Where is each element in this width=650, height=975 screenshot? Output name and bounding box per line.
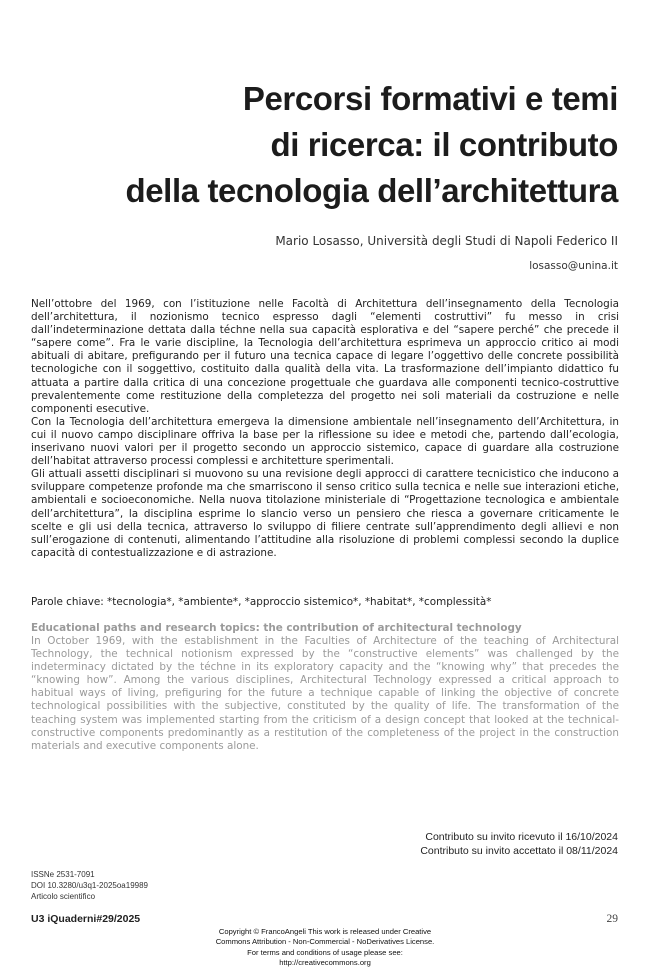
keywords: Parole chiave: *tecnologia*, *ambiente*, *approccio sistemico*, *habitat*, *complessità* [31,596,492,608]
received-date: Contributo su invito ricevuto il 16/10/2024 [425,831,618,843]
doi: DOI 10.3280/u3q1-2025oa19989 [31,881,148,890]
abstract-paragraph: Nell’ottobre del 1969, con l’istituzione nelle Facoltà di Architettura dell’insegnamento della Tecnologia dell’architettura, il nozionismo tecnico espresso dagli “elementi costruttivi” fu messo in crisi dall’indeterminazione dettata dalla téchne nella sua capacità esplorativa e del “sapere perché” che precede il “sapere come”. Fra le varie discipline, la Tecnologia dell’architettura esprimeva un approccio critico ai modi abituali di abitare, prefigurando per il futuro una tecnica capace di legare l’oggettivo delle concrete possibilità tecnologiche con il soggettivo, costituito dalla qualità della vita. La trasformazione dell’impianto didattico fu attuata a partire dalla critica di una concezione progettuale che guardava alle componenti tecnico-costruttive prevalentemente come restituzione della completezza del progetto nei soli materiali da costruzione e nelle componenti esecutive. [31,298,619,415]
abstract-paragraph: Gli attuali assetti disciplinari si muovono su una revisione degli approcci di carattere tecnicistico che inducono a sviluppare competenze profonde ma che smarriscono il senso critico sulla tecnica e nelle sue interazioni etiche, ambientali e socioeconomiche. Nella nuova titolazione ministeriale di “Progettazione tecnologica e ambientale dell’architettura”, la disciplina esprime lo slancio verso un pensiero che riesca a governare criticamente le scelte e gli usi della tecnica, attraverso lo sviluppo di filiere centrate sull’apprendimento degli allievi e non sull’erogazione di contenuti, alimentando l’attitudine alla risoluzione di problemi complessi secondo la duplice capacità di contestualizzazione e di astrazione. [31,468,619,559]
author-email: losasso@unina.it [529,260,618,272]
english-abstract [31,621,619,753]
english-title: Educational paths and research topics: the contribution of architectural technology [31,622,522,634]
issn: ISSNe 2531-7091 [31,870,95,879]
page-number: 29 [606,913,618,925]
submission-dates [420,830,618,858]
accepted-date: Contributo su invito accettato il 08/11/2024 [420,845,618,857]
journal-name: U3 iQuaderni#29/2025 [31,913,141,925]
title-line: Percorsi formativi e temi [242,80,618,117]
article-type: Articolo scientifico [31,892,96,901]
publication-meta [31,869,148,902]
copyright-line: Copyright © FrancoAngeli This work is released under Creative [218,927,432,936]
copyright-line: For terms and conditions of usage please see: [247,947,403,957]
english-abstract-text: In October 1969, with the establishment in the Faculties of Architecture of the teaching of Architectural Technology, the technical notionism expressed by the “constructive elements” was challenged by the indeterminacy dictated by the téchne in its exploratory capacity and the “knowing why” that precedes the “knowing how”. Among the various disciplines, Architectural Technology expressed a critical approach to habitual ways of living, prefiguring for the future a technique capable of linking the objective of concrete technological possibilities with the subjective, constituted by the quality of life. The transformation of the teaching system was implemented starting from the criticism of a design concept that looked at the technical-constructive components predominantly as a restitution of the completeness of the project in the construction materials and executive components alone. [31,635,619,752]
article-title [18,76,618,214]
title-line: della tecnologia dell’architettura [125,172,618,209]
author-affiliation: Mario Losasso, Università degli Studi di Napoli Federico II [275,234,618,248]
title-line: di ricerca: il contributo [270,126,618,163]
copyright-line: Commons Attribution - Non-Commercial - NoDerivatives License. [215,937,435,947]
italian-abstract [31,298,619,560]
copyright-link[interactable]: http://creativecommons.org [279,957,371,967]
abstract-paragraph: Con la Tecnologia dell’architettura emergeva la dimensione ambientale nell’insegnamento dell’Architettura, in cui il nuovo campo disciplinare offriva la base per la riflessione su idee e metodi che, partendo dall’ecologia, inserivano nuovi valori per il progetto secondo un approccio sistemico, capace di guardare alla costruzione dell’habitat attraverso processi complessi e architetture sperimentali. [31,415,619,468]
copyright-notice [0,927,650,968]
